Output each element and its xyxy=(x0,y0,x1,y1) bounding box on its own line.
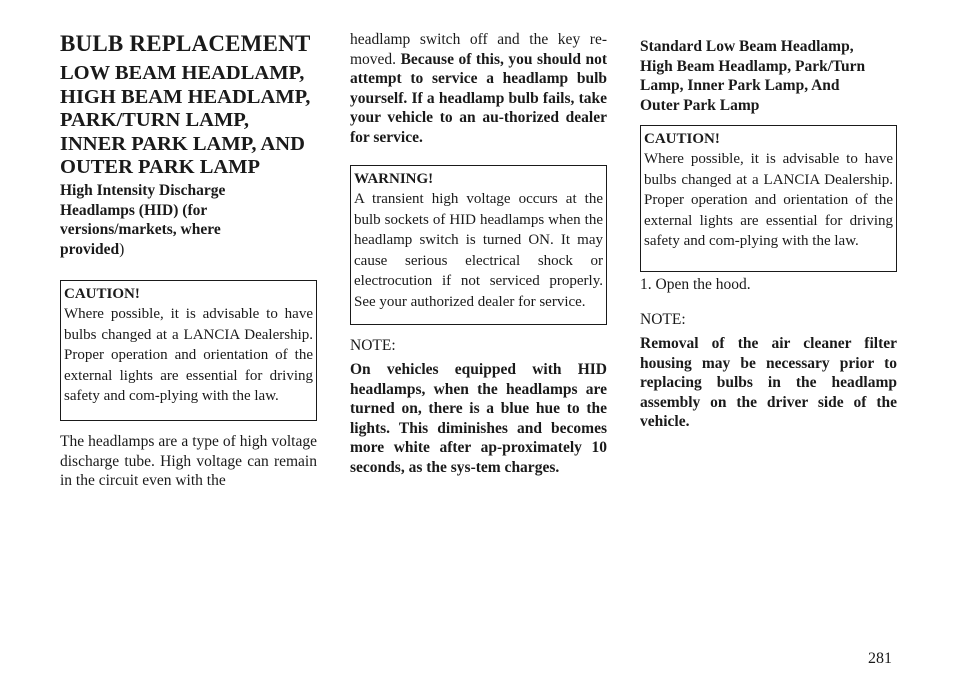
note-body: On vehicles equipped with HID headlamps, when the headlamps are turned on, there is a blue hue to the lights. This diminishes and becomes more white after ap-proximately 10 seconds, as the sys-tem charges. xyxy=(350,361,607,476)
standard-lamp-heading: Standard Low Beam Headlamp, High Beam Headlamp, Park/Turn Lamp, Inner Park Lamp, And Outer Park Lamp xyxy=(640,38,866,114)
note-label: NOTE: xyxy=(350,337,396,354)
hid-heading: High Intensity Discharge Headlamps (HID) (for versions/markets, where provided) xyxy=(60,182,226,258)
caution-body-2: Where possible, it is advisable to have bulbs changed at a LANCIA Dealership. Proper operation and orientation of the external lights are essential for driving safety and com-plying with the law. xyxy=(644,151,893,249)
caution-title-2: CAUTION! xyxy=(644,131,720,147)
note-body-2: Removal of the air cleaner filter housing may be necessary prior to replacing bulbs in the headlamp assembly on the driver side of the vehicle. xyxy=(640,335,897,430)
subsection-title: LOW BEAM HEADLAMP, HIGH BEAM HEADLAMP, PARK/TURN LAMP, INNER PARK LAMP, AND OUTER PARK LAMP xyxy=(60,62,311,178)
caution-box-2 xyxy=(640,125,897,272)
step-1: 1. Open the hood. xyxy=(640,276,751,293)
page-number: 281 xyxy=(868,650,892,667)
hid-service-paragraph: headlamp switch off and the key re-moved. Because of this, you should not attempt to service a headlamp bulb yourself. If a headlamp bulb fails, take your vehicle to an au-thorized dealer for service. xyxy=(350,31,608,146)
hid-paragraph: The headlamps are a type of high voltage discharge tube. High voltage can remain in the circuit even with the xyxy=(60,433,317,489)
warning-body: A transient high voltage occurs at the bulb sockets of HID headlamps when the headlamp switch is turned ON. It may cause serious electrical shock or electrocution if not serviced properly. See your authorized dealer for service. xyxy=(354,191,603,310)
caution-body: Where possible, it is advisable to have bulbs changed at a LANCIA Dealership. Proper operation and orientation of the external lights are essential for driving safety and com-plying with the law. xyxy=(64,306,313,404)
caution-box xyxy=(60,280,317,421)
caution-title: CAUTION! xyxy=(64,286,140,302)
warning-box xyxy=(350,165,607,325)
note-label-2: NOTE: xyxy=(640,311,686,328)
warning-title: WARNING! xyxy=(354,171,434,187)
section-title: BULB REPLACEMENT xyxy=(60,31,311,56)
